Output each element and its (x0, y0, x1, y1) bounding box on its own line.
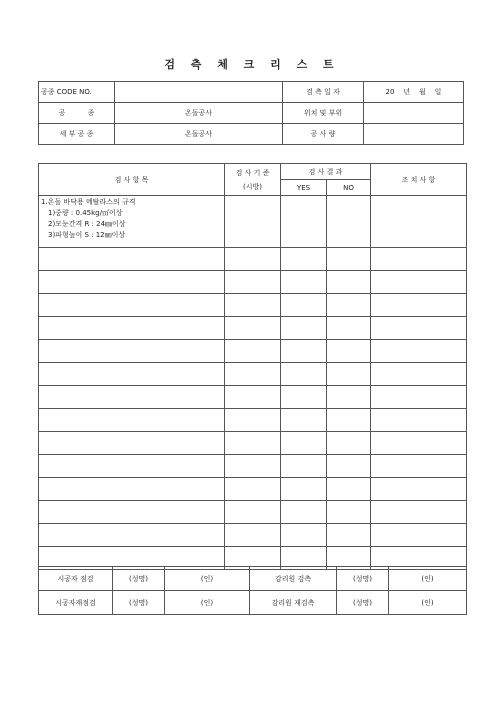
item-cell[interactable] (39, 455, 225, 478)
item-cell[interactable] (39, 294, 225, 317)
criteria-cell[interactable] (225, 386, 281, 409)
action-cell[interactable] (371, 524, 467, 547)
contractor-recheck-name[interactable]: (성명) (113, 591, 165, 615)
contractor-check-name[interactable]: (성명) (113, 567, 165, 591)
action-header: 조 치 사 항 (371, 164, 467, 196)
item-cell[interactable] (39, 386, 225, 409)
action-cell[interactable] (371, 363, 467, 386)
no-cell[interactable] (327, 294, 371, 317)
work-value[interactable]: 온돌공사 (115, 103, 283, 124)
table-row (39, 409, 467, 432)
no-cell[interactable] (327, 386, 371, 409)
table-row (39, 524, 467, 547)
location-label: 위치 및 부위 (283, 103, 364, 124)
criteria-cell[interactable] (225, 501, 281, 524)
no-cell[interactable] (327, 432, 371, 455)
supervisor-recheck-name[interactable]: (성명) (337, 591, 389, 615)
no-cell[interactable] (327, 271, 371, 294)
yes-cell[interactable] (281, 409, 327, 432)
table-row (39, 196, 467, 248)
table-row (39, 432, 467, 455)
action-cell[interactable] (371, 196, 467, 248)
yes-cell[interactable] (281, 478, 327, 501)
yes-cell[interactable] (281, 501, 327, 524)
criteria-cell[interactable] (225, 340, 281, 363)
no-cell[interactable] (327, 248, 371, 271)
action-cell[interactable] (371, 317, 467, 340)
table-row (39, 248, 467, 271)
criteria-cell[interactable] (225, 409, 281, 432)
action-cell[interactable] (371, 294, 467, 317)
criteria-cell[interactable] (225, 248, 281, 271)
supervisor-check-seal[interactable]: (인) (389, 567, 467, 591)
item-line: 3)파형높이 S : 12㎜이상 (48, 231, 126, 239)
action-cell[interactable] (371, 271, 467, 294)
action-cell[interactable] (371, 501, 467, 524)
table-row (39, 271, 467, 294)
action-cell[interactable] (371, 340, 467, 363)
criteria-cell[interactable] (225, 455, 281, 478)
inspection-table (38, 163, 467, 570)
item-title: 1.온돌 바닥용 메탈라스의 규격 (41, 198, 136, 206)
supervisor-check-label: 감리원 검측 (250, 567, 337, 591)
item-cell[interactable] (39, 478, 225, 501)
table-row (39, 340, 467, 363)
criteria-cell[interactable] (225, 363, 281, 386)
criteria-cell[interactable] (225, 432, 281, 455)
yes-cell[interactable] (281, 340, 327, 363)
no-cell[interactable] (327, 340, 371, 363)
no-cell[interactable] (327, 455, 371, 478)
item-cell[interactable] (39, 248, 225, 271)
action-cell[interactable] (371, 432, 467, 455)
contractor-check-label: 시공자 점검 (39, 567, 113, 591)
table-row (39, 501, 467, 524)
signoff-table (38, 566, 467, 615)
yes-cell[interactable] (281, 524, 327, 547)
code-value-cell[interactable] (115, 82, 283, 103)
yes-cell[interactable] (281, 294, 327, 317)
supervisor-recheck-seal[interactable]: (인) (389, 591, 467, 615)
criteria-cell[interactable] (225, 524, 281, 547)
item-cell[interactable] (39, 432, 225, 455)
criteria-cell[interactable] (225, 317, 281, 340)
item-line: 1)중량 : 0.45kg/㎡이상 (48, 209, 123, 217)
item-cell[interactable] (39, 271, 225, 294)
criteria-header-label: 검 사 기 준 (235, 168, 270, 177)
item-cell[interactable] (39, 409, 225, 432)
work-label: 공 종 (39, 103, 115, 124)
no-cell[interactable] (327, 363, 371, 386)
table-row (39, 455, 467, 478)
detail-value[interactable]: 온돌공사 (115, 124, 283, 145)
item-cell[interactable] (39, 340, 225, 363)
action-cell[interactable] (371, 455, 467, 478)
yes-cell[interactable] (281, 455, 327, 478)
table-row (39, 478, 467, 501)
item-cell[interactable] (39, 524, 225, 547)
table-row (39, 294, 467, 317)
supervisor-check-name[interactable]: (성명) (337, 567, 389, 591)
action-cell[interactable] (371, 248, 467, 271)
action-cell[interactable] (371, 478, 467, 501)
criteria-cell[interactable] (225, 271, 281, 294)
page-title: 검 측 체 크 리 스 트 (164, 58, 340, 71)
location-value-cell[interactable] (364, 103, 464, 124)
no-cell[interactable] (327, 317, 371, 340)
criteria-cell[interactable] (225, 294, 281, 317)
yes-cell[interactable] (281, 271, 327, 294)
item-line: 2)모눈간격 R : 24㎜이상 (48, 220, 126, 228)
item-cell[interactable] (39, 317, 225, 340)
criteria-header (225, 164, 281, 196)
item-header: 검 사 항 목 (39, 164, 225, 196)
yes-cell[interactable] (281, 248, 327, 271)
criteria-header-sub: (시방) (243, 182, 262, 191)
item-cell[interactable] (39, 363, 225, 386)
action-cell[interactable] (371, 409, 467, 432)
supervisor-recheck-label: 감리원 재검측 (250, 591, 337, 615)
contractor-check-seal[interactable]: (인) (165, 567, 250, 591)
result-header: 검 사 결 과 (281, 164, 371, 180)
no-cell[interactable] (327, 409, 371, 432)
yes-cell[interactable] (281, 432, 327, 455)
no-cell[interactable] (327, 524, 371, 547)
info-table (38, 81, 464, 145)
yes-cell[interactable] (281, 196, 327, 248)
detail-label: 세 부 공 종 (39, 124, 115, 145)
table-row (39, 386, 467, 409)
code-label: 공종 CODE NO. (39, 82, 115, 103)
no-cell[interactable] (327, 196, 371, 248)
quantity-label: 공 사 량 (283, 124, 364, 145)
contractor-recheck-seal[interactable]: (인) (165, 591, 250, 615)
date-value[interactable]: 20 년 월 일 (364, 82, 464, 103)
no-cell[interactable] (327, 501, 371, 524)
action-cell[interactable] (371, 386, 467, 409)
yes-cell[interactable] (281, 363, 327, 386)
table-row (39, 363, 467, 386)
criteria-cell[interactable] (225, 478, 281, 501)
date-label: 검 측 일 자 (283, 82, 364, 103)
yes-header: YES (281, 180, 327, 196)
no-cell[interactable] (327, 478, 371, 501)
quantity-value-cell[interactable] (364, 124, 464, 145)
yes-cell[interactable] (281, 317, 327, 340)
yes-cell[interactable] (281, 386, 327, 409)
table-row (39, 317, 467, 340)
contractor-recheck-label: 시공자재점검 (39, 591, 113, 615)
item-cell[interactable] (39, 196, 225, 248)
criteria-cell[interactable] (225, 196, 281, 248)
no-header: NO (327, 180, 371, 196)
item-cell[interactable] (39, 501, 225, 524)
